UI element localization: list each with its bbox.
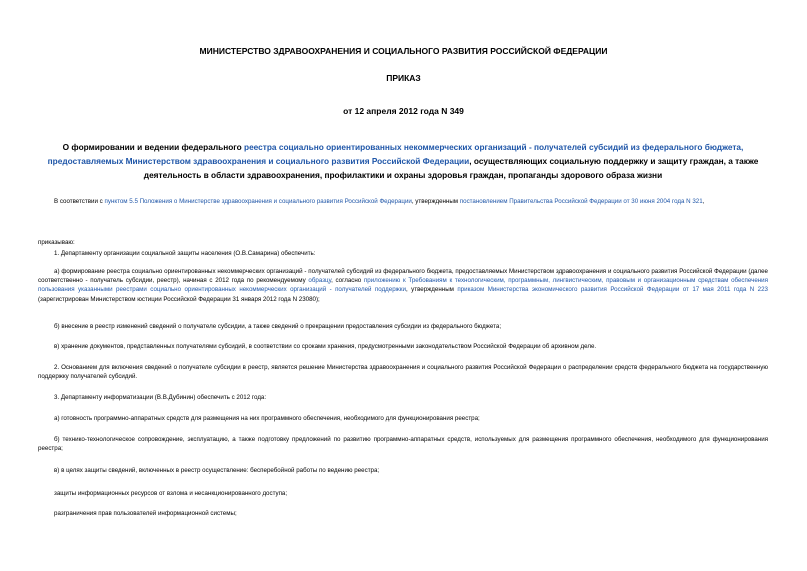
order-word: приказываю: (38, 239, 75, 246)
doc-date: от 12 апреля 2012 года N 349 (343, 106, 464, 116)
paragraph-1: 1. Департаменту организации социальной защиты населения (О.В.Самарина) обеспечить: (54, 250, 316, 257)
title-text-1: О формировании и ведении федерального (62, 142, 244, 152)
regulation-link[interactable]: пунктом 5.5 Положения о Министерстве здравоохранения и социального развития Российской Федерации (104, 198, 412, 205)
document-title (38, 140, 768, 182)
paragraph-2: 2. Основанием для включения сведений о получателе субсидии в реестр, является решение Министерства здравоохранения и социального развития Российской Федерации о распределении средств федерального бюджета на государственную поддержку получателей субсидий. (38, 364, 768, 381)
paragraph-1a (38, 267, 768, 304)
p1a-text-1: а) формирование реестра социально ориентированных некоммерческих организаций - получателей субсидий из федерального бюджета, предоставляемых Министерством здравоохранения и социального развития Российской Федерации (далее соответственно - получатель субсидии, реестр), начиная с 2012 года по рекомендуемому (38, 268, 768, 285)
intro-text-2: , утвержденным (411, 198, 460, 205)
paragraph-3v-item-2: защиты информационных ресурсов от взлома и несанкционированного доступа; (54, 490, 288, 497)
sample-link[interactable]: образцу (308, 277, 332, 285)
paragraph-3: 3. Департаменту информатизации (В.В.Дубинин) обеспечить с 2012 года: (54, 394, 267, 401)
paragraph-3v-item-3: разграничения прав пользователей информационной системы; (54, 510, 237, 517)
paragraph-3a: а) готовность программно-аппаратных средств для размещения на них программного обеспечения, необходимого для функционирования реестра; (54, 415, 480, 422)
p1a-text-4: (зарегистрирован Министерством юстиции Российской Федерации 31 января 2012 года N 23080); (38, 295, 320, 303)
intro-text-1: В соответствии с (54, 198, 105, 205)
p1a-text-3: , утвержденным (405, 286, 458, 294)
paragraph-1v: в) хранение документов, представленных получателями субсидий, в соответствии со сроками хранения, предусмотренными законодательством Российской Федерации об архивном деле. (54, 343, 597, 350)
title-text-2: , осуществляющих социальную поддержку и защиту граждан, а также деятельность в области здравоохранения, профилактики и охраны здоровья граждан, пропаганды здорового образа жизни (143, 156, 759, 180)
title-registry-link[interactable]: реестра социально ориентированных некоммерческих организаций - получателей субсидий из федерального бюджета, предоставляемых Министерством здравоохранения и социального развития Российской Федерации (47, 142, 744, 166)
intro-paragraph (38, 197, 768, 206)
intro-text-3: , (702, 198, 705, 205)
economy-ministry-order-link[interactable]: приказом Министерства экономического развития Российской Федерации от 17 мая 2011 года N 223 (457, 286, 768, 294)
paragraph-3v: в) в целях защиты сведений, включенных в реестр осуществление: бесперебойной работы по ведению реестра; (54, 467, 380, 474)
government-decree-link[interactable]: постановлением Правительства Российской Федерации от 30 июня 2004 года N 321 (459, 198, 703, 205)
p1a-text-2: , согласно (331, 277, 364, 285)
paragraph-3b: б) технико-технологическое сопровождение, эксплуатацию, а также подготовку предложений по развитию программно-аппаратных средств, используемых для размещения программного обеспечения, необходимого для функционирования реестра; (38, 436, 768, 453)
ministry-heading: МИНИСТЕРСТВО ЗДРАВООХРАНЕНИЯ И СОЦИАЛЬНОГО РАЗВИТИЯ РОССИЙСКОЙ ФЕДЕРАЦИИ (199, 46, 608, 56)
paragraph-1b: б) внесение в реестр изменений сведений о получателе субсидии, а также сведений о прекращении предоставления субсидии из федерального бюджета; (54, 323, 502, 330)
doc-type-heading: ПРИКАЗ (386, 73, 421, 83)
requirements-appendix-link[interactable]: приложению к Требованиям к технологическим, программным, лингвистическим, правовым и организационным средствам обеспечения пользования указанными реестрами социально ориентированных некоммерческих организаций - получателей поддержки (38, 277, 768, 294)
